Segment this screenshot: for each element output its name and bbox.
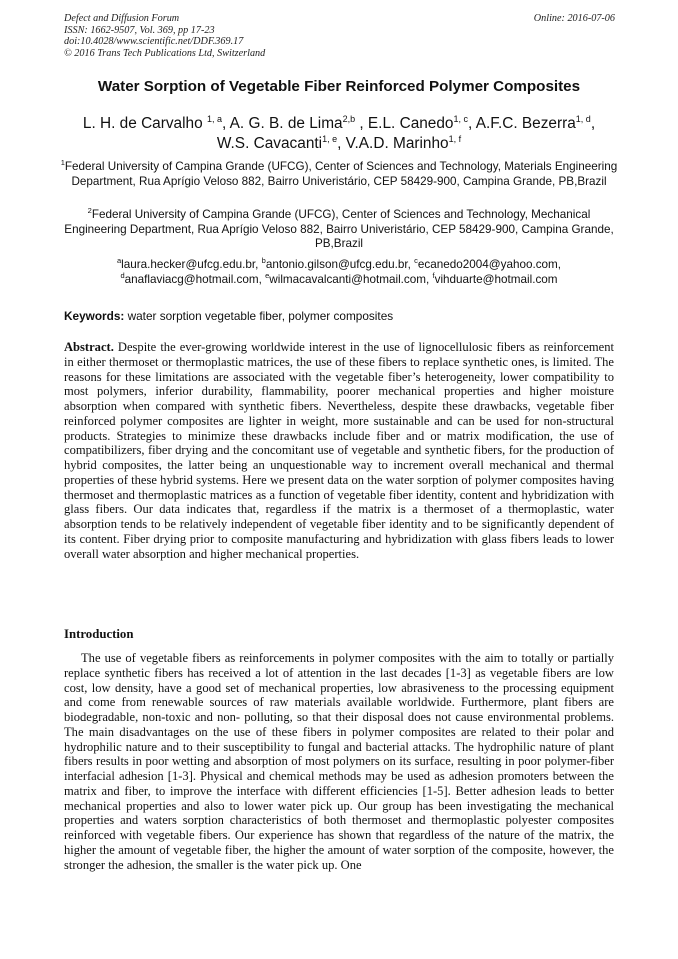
- author: E.L. Canedo$^{1, c}$,: [367, 114, 476, 132]
- author: W.S. Cavacanti$^{1, e}$,: [216, 133, 346, 152]
- email-list: [56, 258, 622, 287]
- author: A.F.C. Bezerra$^{1, d}$,: [475, 114, 596, 132]
- journal-copyright: © 2016 Trans Tech Publications Ltd, Switzerland: [64, 47, 266, 59]
- paper-title: Water Sorption of Vegetable Fiber Reinforced Polymer Composites: [97, 78, 581, 95]
- affiliation-2: $^2$Federal University of Campina Grande (UFCG), Center of Sciences and Technology, Mechanical Engineering Department, Rua Aprígio Veloso 882, Bairro Univeristário, CEP 58429-900, Campina Grande, PB,Brazil: [64, 206, 614, 251]
- email: $^e$wilmacavalcanti@hotmail.com,: [265, 270, 433, 286]
- email: $^c$ecanedo2004@yahoo.com,: [414, 256, 562, 271]
- journal-name: Defect and Diffusion Forum: [64, 13, 180, 24]
- email: $^a$laura.hecker@ufcg.edu.br,: [116, 256, 262, 271]
- email: $^b$antonio.gilson@ufcg.edu.br,: [261, 256, 415, 271]
- section-heading-introduction: Introduction: [64, 627, 134, 641]
- author: V.A.D. Marinho$^{1, f}$: [345, 133, 462, 152]
- abstract: [64, 340, 614, 561]
- journal-issn: ISSN: 1662-9507, Vol. 369, pp 17-23: [64, 24, 215, 36]
- journal-header: [64, 13, 265, 59]
- journal-doi: doi:10.4028/www.scientific.net/DDF.369.17: [64, 36, 244, 48]
- keywords-label: Keywords:: [64, 309, 125, 323]
- email: $^f$vihduarte@hotmail.com: [432, 270, 558, 286]
- keywords: [64, 309, 393, 323]
- abstract-text: Despite the ever-growing worldwide interest in the use of lignocellulosic fibers as reinforcement in either thermoset or thermoplastic matrices, the use of these fibers to replace synthetic ones, is limited. The reasons for these limitations are associated with the vegetable fiber’s heterogeneity, lower compatibility to most polymers, inferior durability, flammability, poorer mechanical properties and higher moisture absorption when compared with synthetic fibers. Nevertheless, despite these drawbacks, vegetable fiber reinforced polymer composites are lighter in weight, more sustainable and can be used for non-structural products. Strategies to minimize these drawbacks include fiber and or matrix modification, the use of compatibilizers, fiber drying and the concomitant use of vegetable and synthetic fibers, for the production of hybrid composites, the latter being an unquestionable way to increment overall mechanical and thermal properties of these hybrid systems. Here we present data on the water sorption of polymer composites having thermoset and thermoplastic matrices as a function of vegetable fiber identity, content and hybridization with glass fibers. Our data indicates that, regardless if the matrix is a thermoset of a thermoplastic, water absorption tends to be relatively independent of vegetable fiber identity and to be significantly dependent of its content. Fiber drying prior to composite manufacturing and hybridization with glass fibers leads to lower overall water absorption and higher mechanical properties.: [64, 340, 614, 561]
- email: $^d$anaflaviacg@hotmail.com,: [120, 270, 266, 286]
- online-date: Online: 2016-07-06: [533, 13, 615, 24]
- author: A. G. B. de Lima$^{2,b}$ ,: [229, 114, 368, 132]
- introduction-paragraph: The use of vegetable fibers as reinforcements in polymer composites with the aim to totally or partially replace synthetic fibers has received a lot of attention in the last decades [1-3] as vegetable fibers are low cost, low density, have a good set of mechanical properties, low abrasiveness to the processing equipment and come from renewable sources of raw materials available worldwide. Furthermore, plant fibers are biodegradable, non-toxic and non- polluting, so that their disposal does not cause environmental problems. The main disadvantages on the use of these fibers in polymer composites are related to their polar and hydrophilic nature and to their susceptibility to fungal and bacterial attacks. The hydrophilic nature of plant fibers results in poor wetting and absorption of most polymers on its surface, resulting in poor polymer-fiber interfacial adhesion [1-3]. Physical and chemical methods may be used as adhesion promoters between the matrix and fiber, to improve the interface with different efficiencies [1-5]. Better adhesion leads to better mechanical properties and also to lower water pick up. Our group has been investigating the mechanical properties and waters sorption characteristics of both thermoset and thermoplastic polyester composites reinforced with vegetable fibers. Our experience has shown that regardless of the nature of the matrix, the higher the amount of vegetable fiber, the higher the amount of water sorption of the composite, however, the stronger the adhesion, the smaller is the water pick up. One: [64, 651, 614, 872]
- keywords-text: water sorption vegetable fiber, polymer composites: [124, 309, 394, 323]
- author-list: [50, 114, 628, 153]
- affiliation-1: $^1$Federal University of Campina Grande (UFCG), Center of Sciences and Technology, Materials Engineering Department, Rua Aprígio Veloso 882, Bairro Univeristário, CEP 58429-900, Campina Grande, PB,Brazil: [60, 158, 618, 188]
- abstract-label: Abstract.: [64, 340, 114, 354]
- author: L. H. de Carvalho $^{1, a}$,: [82, 114, 230, 132]
